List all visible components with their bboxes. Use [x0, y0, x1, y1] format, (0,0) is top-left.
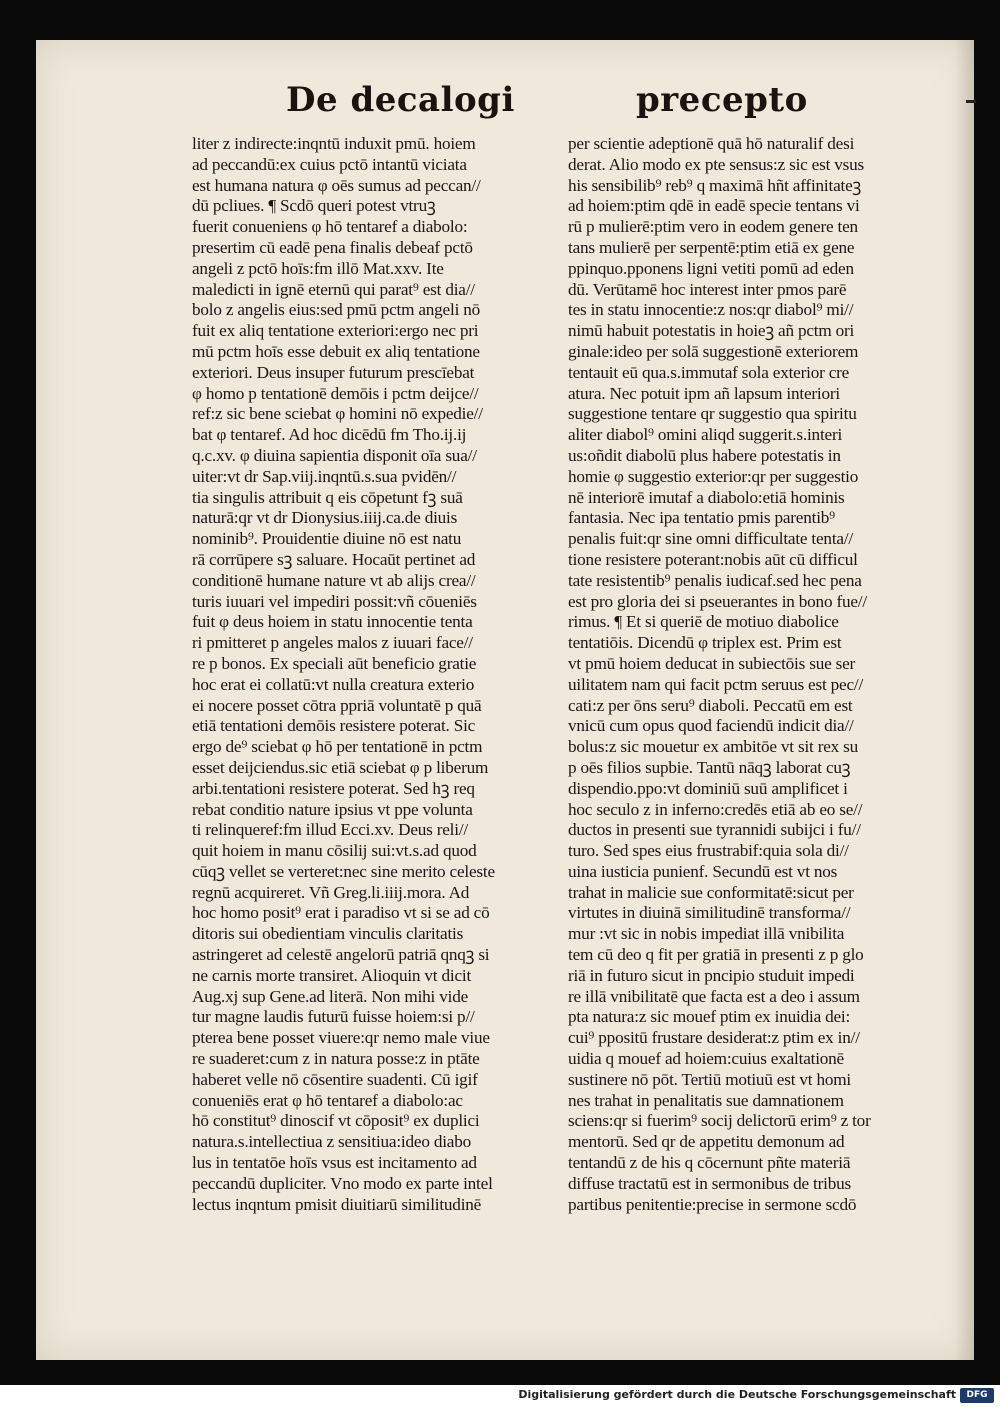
text-line: tentauit eū qua.s.immutaf sola exterior cre	[568, 362, 850, 382]
text-line: fuerit conueniens φ hō tentaref a diabolo:	[192, 217, 468, 237]
text-line: tem cū deo q fit per gratiā in presenti z p glo	[568, 945, 864, 965]
text-line: riā in futuro sicut in pncipio studuit impedi	[568, 965, 855, 985]
text-line: uidia q mouef ad hoiem:cuius exaltationē	[568, 1049, 844, 1069]
text-line: cūqꝫ vellet se verteret:nec sine merito celeste	[192, 861, 495, 881]
text-line: uiter:vt dr Sap.viij.inqntū.s.sua pvidēn//	[192, 466, 457, 486]
text-line: q.c.xv. φ diuina sapientia disponit oīa sua//	[192, 445, 477, 465]
text-line: his sensibilib⁹ reb⁹ q maximā hñt affinitateꝫ	[568, 175, 862, 195]
text-line: est humana natura φ oēs sumus ad peccan//	[192, 175, 481, 195]
text-line: ref:z sic bene sciebat φ homini nō expedie//	[192, 404, 483, 424]
margin-mark	[966, 100, 976, 103]
text-line: fantasia. Nec ipa tentatio pmis parentib⁹	[568, 508, 835, 528]
text-line: fuit φ deus hoiem in statu innocentie tenta	[192, 612, 473, 632]
text-line: uina iusticia punienf. Secundū est vt nos	[568, 861, 838, 881]
text-line: etiā tentationi demōis resistere poterat. Sic	[192, 716, 476, 736]
text-line: bolo z angelis eius:sed pmū pctm angeli nō	[192, 300, 481, 320]
text-line: exteriori. Deus insuper futurum prescīebat	[192, 362, 475, 382]
text-line: nē interiorē imutaf a diabolo:etiā hominis	[568, 487, 845, 507]
text-line: lectus inqntum pmisit diuitiarū similitudinē	[192, 1194, 482, 1214]
text-line: rebat conditio nature ipsius vt ppe volunta	[192, 799, 473, 819]
text-line: bat φ tentaref. Ad hoc dicēdū fm Tho.ij.ij	[192, 425, 467, 445]
text-line: trahat in malicie sue conformitatē:sicut per	[568, 882, 854, 902]
text-line: peccandū dupliciter. Vno modo ex parte intel	[192, 1173, 493, 1193]
text-line: tate resistentib⁹ penalis iudicaf.sed hec pena	[568, 570, 862, 590]
text-line: naturā:qr vt dr Dionysius.iiij.ca.de diuis	[192, 508, 458, 528]
text-line: tans mulierē per serpentē:ptim etiā ex gene	[568, 237, 855, 257]
text-line: fuit ex aliq tentatione exteriori:ergo nec pri	[192, 321, 479, 341]
text-line: diffuse tractatū est in sermonibus de tribus	[568, 1173, 852, 1193]
text-line: est pro gloria dei si pseuerantes in bono fue//	[568, 591, 867, 611]
text-line: tentandū z de his q cōcernunt pñte materiā	[568, 1153, 851, 1173]
text-line: ri pmitteret p angeles malos z iuuari face//	[192, 633, 473, 653]
text-line: ad hoiem:ptim qdē in eadē specie tentans vi	[568, 196, 860, 216]
text-line: re suaderet:cum z in natura posse:z in ptāte	[192, 1049, 480, 1069]
text-line: regnū acquireret. Vñ Greg.li.iiij.mora. Ad	[192, 882, 470, 902]
text-line: dispendio.ppo:vt dominiū suū amplificet i	[568, 778, 848, 798]
text-line: mentorū. Sed qr de appetitu demonum ad	[568, 1132, 845, 1152]
text-line: atura. Nec potuit ipm añ lapsum interiori	[568, 383, 840, 403]
text-line: uilitatem nam qui facit pctm seruus est pec//	[568, 674, 864, 694]
text-line: mur :vt sic in nobis impediat illā vnibilita	[568, 924, 845, 944]
text-line: ne carnis morte transiret. Alioquin vt dicit	[192, 965, 472, 985]
text-line: suggestione tentare qr suggestio qua spiritu	[568, 404, 857, 424]
text-line: tia singulis attribuit q eis cōpetunt fꝫ suā	[192, 487, 463, 507]
text-line: ei nocere posset cōtra ppriā voluntatē p quā	[192, 695, 482, 715]
text-line: natura.s.intellectiua z sensitiua:ideo diabo	[192, 1132, 471, 1152]
text-line: hō constitut⁹ dinoscif vt cōposit⁹ ex duplici	[192, 1111, 480, 1131]
text-line: ad peccandū:ex cuius pctō intantū viciata	[192, 154, 467, 174]
text-line: turis iuuari vel impediri possit:vñ cōueniēs	[192, 591, 477, 611]
text-line: quit hoiem in manu cōsilij sui:vt.s.ad quod	[192, 841, 477, 861]
running-head-right: precepto	[636, 80, 808, 120]
text-line: tur magne laudis futurū fuisse hoiem:si p//	[192, 1007, 475, 1027]
text-line: ductos in presenti sue tyrannidi subijci i fu//	[568, 820, 861, 840]
text-line: ti relinqueref:fm illud Ecci.xv. Deus reli//	[192, 820, 468, 840]
text-line: liter z indirecte:inqntū induxit pmū. hoiem	[192, 134, 476, 153]
dfg-logo: DFG	[960, 1388, 994, 1403]
text-line: virtutes in diuinā similitudinē transforma//	[568, 903, 851, 923]
text-line: homie φ suggestio exterior:qr per suggestio	[568, 466, 859, 486]
text-line: angeli z pctō hoīs:fm illō Mat.xxv. Ite	[192, 258, 444, 278]
text-line: nimū habuit potestatis in hoieꝫ añ pctm ori	[568, 321, 855, 341]
text-line: tione resistere poterant:nobis aūt cū difficul	[568, 549, 858, 569]
text-line: pterea bene posset viuere:qr nemo male viue	[192, 1028, 490, 1048]
text-line: bolus:z sic mouetur ex ambitōe vt sit rex su	[568, 737, 859, 757]
text-line: p oēs filios supbie. Tantū nāqꝫ laborat cuꝫ	[568, 757, 851, 777]
text-line: astringeret ad celestē angelorū patriā qnqꝫ si	[192, 945, 490, 965]
text-line: haberet velle nō cōsentire suadenti. Cū igif	[192, 1069, 478, 1089]
text-line: derat. Alio modo ex pte sensus:z sic est vsus	[568, 154, 865, 174]
text-line: tes in statu innocentie:z nos:qr diabol⁹ mi//	[568, 300, 854, 320]
text-line: conueniēs erat φ hō tentaref a diabolo:ac	[192, 1090, 463, 1110]
text-line: hoc seculo z in inferno:credēs etiā ab eo se//	[568, 799, 863, 819]
text-line: esset deijciendus.sic etiā sciebat φ p liberum	[192, 757, 489, 777]
text-line: cui⁹ ppositū frustare desiderat:z ptim ex in//	[568, 1028, 860, 1048]
text-line: sustinere nō pōt. Tertiū motiuū est vt homi	[568, 1069, 851, 1089]
text-line: rū p mulierē:ptim vero in eodem genere ten	[568, 217, 858, 237]
text-line: ditoris sui obedientiam vinculis claritatis	[192, 924, 464, 944]
text-line: tentatiōis. Dicendū φ triplex est. Prim est	[568, 633, 842, 653]
text-line: sciens:qr si fuerim⁹ socij delictorū erim⁹ z tor	[568, 1111, 871, 1131]
text-line: rimus. ¶ Et si queriē de motiuo diabolice	[568, 612, 839, 632]
text-line: partibus penitentie:precise in sermone scdō	[568, 1194, 857, 1214]
text-line: us:oñdit diabolū plus habere potestatis in	[568, 445, 841, 465]
text-line: ergo de⁹ sciebat φ hō per tentationē in pctm	[192, 737, 483, 757]
text-line: dū. Verūtamē hoc interest inter pmos parē	[568, 279, 847, 299]
text-line: dū pcliues. ¶ Scdō queri potest vtruꝫ	[192, 196, 436, 216]
text-line: vnicū cum opus quod faciendū indicit dia//	[568, 716, 854, 736]
text-line: maledicti in ignē eternū qui parat⁹ est dia//	[192, 279, 475, 299]
text-line: rā corrūpere sꝫ saluare. Hocaūt pertinet ad	[192, 549, 476, 569]
text-line: hoc homo posit⁹ erat i paradiso vt si se ad cō	[192, 903, 490, 923]
text-line: conditionē humane nature vt ab alijs crea//	[192, 570, 476, 590]
text-line: re p bonos. Ex speciali aūt beneficio gratie	[192, 653, 477, 673]
text-column-right	[568, 134, 962, 1215]
text-line: presertim cū eadē pena finalis debeaf pctō	[192, 237, 473, 257]
text-line: φ homo p tentationē demōis i pctm deijce//	[192, 383, 479, 403]
text-line: re illā vnibilitatē que facta est a deo i assum	[568, 986, 860, 1006]
text-line: Aug.xj sup Gene.ad literā. Non mihi vide	[192, 986, 469, 1006]
text-line: aliter diabol⁹ omini aliqd suggerit.s.interi	[568, 425, 843, 445]
text-line: turo. Sed spes eius frustrabif:quia sola di//	[568, 841, 849, 861]
text-line: ppinquo.pponens ligni vetiti pomū ad eden	[568, 258, 854, 278]
text-column-left	[192, 134, 582, 1215]
text-line: nominib⁹. Prouidentie diuine nō est natu	[192, 529, 462, 549]
text-line: ginale:ideo per solā suggestionē exteriorem	[568, 341, 859, 361]
footer-bar	[0, 1385, 1000, 1407]
funding-credit: Digitalisierung gefördert durch die Deutsche Forschungsgemeinschaft	[518, 1388, 956, 1401]
text-line: lus in tentatōe hoīs vsus est incitamento ad	[192, 1153, 477, 1173]
text-line: mū pctm hoīs esse debuit ex aliq tentatione	[192, 341, 480, 361]
text-line: hoc erat ei collatū:vt nulla creatura exterio	[192, 674, 475, 694]
text-line: arbi.tentationi resistere poterat. Sed hꝫ req	[192, 778, 475, 798]
text-line: nes trahat in penalitatis sue damnationem	[568, 1090, 844, 1110]
text-line: pta natura:z sic mouef ptim ex inuidia dei:	[568, 1007, 851, 1027]
text-line: per scientie adeptionē quā hō naturalif desi	[568, 134, 855, 153]
text-line: cati:z per ōns seru⁹ diaboli. Peccatū em est	[568, 695, 853, 715]
text-line: penalis fuit:qr sine omni difficultate tenta//	[568, 529, 853, 549]
text-line: vt pmū hoiem deducat in subiectōis sue ser	[568, 653, 856, 673]
running-head-left: De decalogi	[286, 80, 515, 120]
